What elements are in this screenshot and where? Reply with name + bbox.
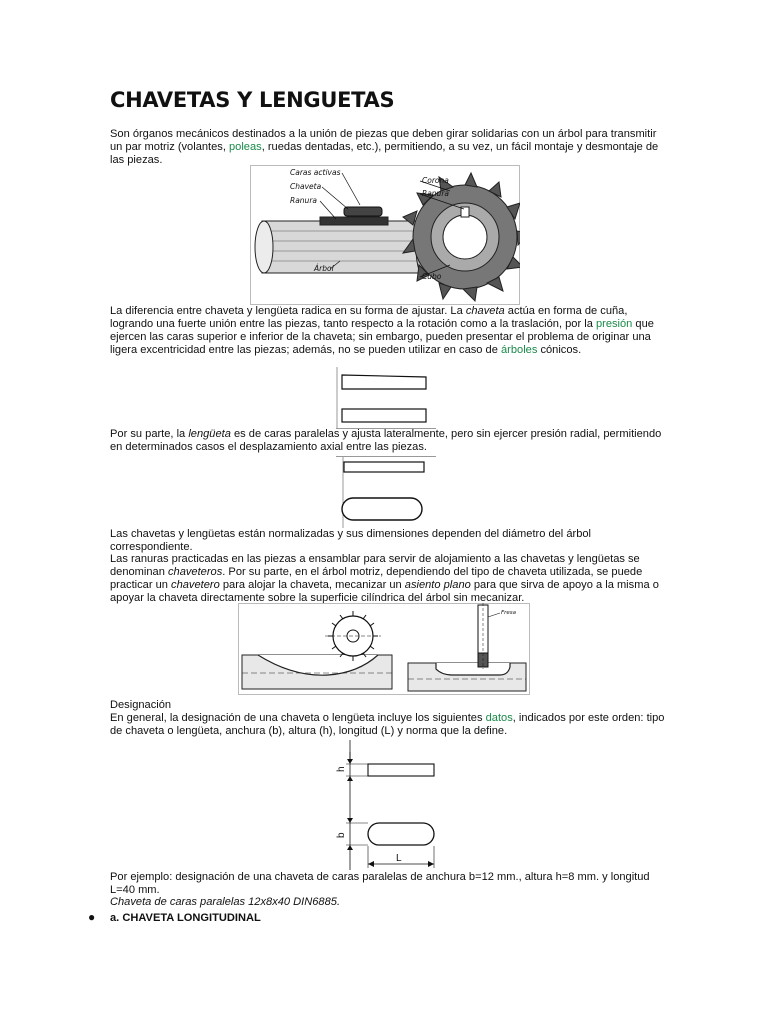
figure-parallel-key	[336, 456, 436, 528]
ejemplo-designation: Chaveta de caras paralelas 12x8x40 DIN6885.	[110, 896, 341, 908]
lengueta-paragraph	[110, 428, 670, 454]
label-ranura-right: Ranura	[422, 189, 449, 198]
text-run: Por su parte, la	[110, 428, 189, 440]
italic-term: lengüeta	[188, 428, 231, 440]
dimension-b: b	[336, 832, 347, 838]
text-run: para alojar la chaveta, mecanizar un	[219, 578, 405, 591]
text-run: , indicados por este orden: tipo de chaveta o lengüeta, anchura (b), altura (h), longitud (L) y norma que la define.	[110, 712, 665, 737]
bullet-label: a. CHAVETA LONGITUDINAL	[110, 912, 261, 924]
bullet-item	[88, 910, 261, 924]
label-fresa: Fresa	[501, 610, 517, 616]
link-presion[interactable]: presión	[595, 317, 633, 330]
designacion-paragraph	[110, 712, 670, 738]
text-run: es de caras paralelas y ajusta lateralmente, pero sin ejercer presión radial, permitiendo en determinados casos el desplazamiento axial entre las piezas.	[110, 428, 662, 453]
normalizadas-paragraph-2	[110, 553, 670, 605]
normalizadas-paragraph-1: Las chavetas y lengüetas están normalizadas y sus dimensiones dependen del diámetro del árbol correspondiente.	[110, 528, 592, 553]
label-cubo: Cubo	[422, 272, 442, 281]
text-run: actúa en forma de cuña, logrando una fuerte unión entre las piezas, tanto respecto a la rotación como a la traslación, por la	[110, 305, 628, 330]
figure-keyway-milling	[238, 603, 530, 695]
text-run: Las ranuras practicadas en las piezas a ensamblar para servir de alojamiento a las chavetas y lengüetas se denominan	[110, 553, 640, 578]
label-ranura-left: Ranura	[290, 196, 317, 205]
text-run: cónicos.	[537, 343, 582, 356]
text-run: que ejercen las caras superior e inferior de la chaveta; sin embargo, pueden presentar el problema de originar una ligera excentricidad entre las piezas; además, no se pueden utilizar en caso de	[110, 317, 654, 356]
label-chaveta: Chaveta	[290, 182, 322, 191]
diferencia-paragraph	[110, 305, 670, 357]
bullet-icon: ●	[88, 910, 96, 924]
link-datos[interactable]: datos	[485, 712, 513, 724]
text-run: para que sirva de apoyo a la misma o apoyar la chaveta directamente sobre la superficie cilíndrica del árbol sin mecanizar.	[110, 578, 659, 604]
ejemplo-paragraph: Por ejemplo: designación de una chaveta de caras paralelas de anchura b=12 mm., altura h=8 mm. y longitud L=40 mm.	[110, 871, 650, 896]
text-run: En general, la designación de una chaveta o lengüeta incluye los siguientes	[110, 712, 486, 724]
link-arboles[interactable]: árboles	[500, 343, 538, 356]
intro-paragraph	[110, 128, 670, 167]
italic-term: chaveta	[465, 305, 505, 317]
dimension-L: L	[396, 853, 402, 864]
italic-term: chavetero	[171, 578, 220, 591]
label-arbol: Árbol	[314, 264, 334, 273]
figure-key-dimensions	[328, 740, 440, 870]
label-corona: Corona	[422, 176, 449, 185]
figure-taper-key	[336, 367, 436, 429]
figure-shaft-key-gear	[250, 165, 520, 305]
dimension-h: h	[336, 766, 347, 772]
italic-term: chaveteros	[167, 565, 223, 578]
link-poleas[interactable]: poleas	[229, 140, 262, 153]
text-run: Son órganos mecánicos destinados a la unión de piezas que deben girar solidarias con un árbol para transmitir un par motriz (volantes,	[110, 128, 657, 153]
text-run: . Por su parte, en el árbol motriz, dependiendo del tipo de chaveta utilizada, se puede practicar un	[110, 565, 643, 591]
label-caras-activas: Caras activas	[290, 168, 341, 177]
page-title: CHAVETAS Y LENGUETAS	[110, 88, 395, 112]
designacion-heading: Designación	[110, 699, 172, 711]
text-run: La diferencia entre chaveta y lengüeta radica en su forma de ajustar. La	[110, 305, 466, 317]
italic-term: asiento plano	[404, 578, 471, 591]
text-run: , ruedas dentadas, etc.), permitiendo, a su vez, un fácil montaje y desmontaje de las piezas.	[110, 140, 659, 166]
